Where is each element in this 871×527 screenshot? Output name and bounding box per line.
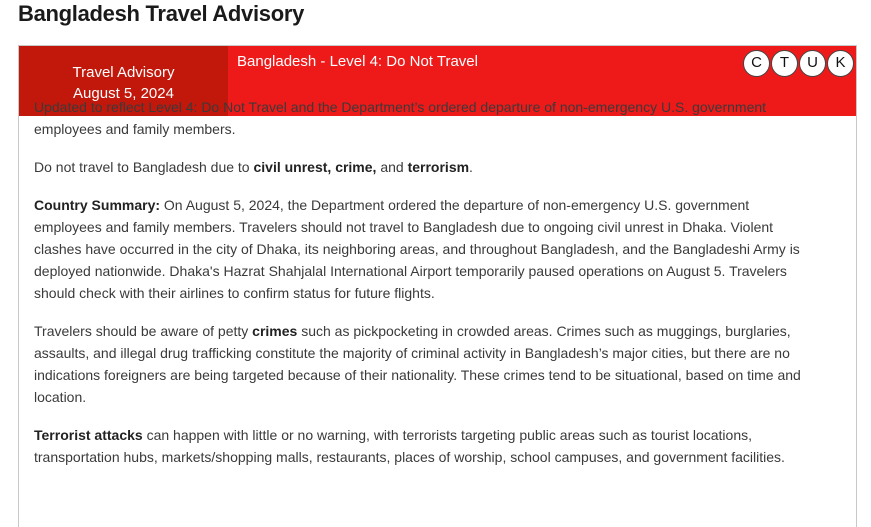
intro-paragraph: Updated to reflect Level 4: Do Not Travel and the Department’s ordered departure of non-emergency U.S. government employees and family members. — [34, 99, 767, 137]
crimes-label: crimes — [252, 323, 298, 339]
reasons-prefix: Do not travel to Bangladesh due to — [34, 159, 254, 175]
reasons-paragraph — [34, 156, 809, 178]
crimes-prefix: Travelers should be aware of petty — [34, 323, 253, 339]
risk-indicators — [743, 50, 854, 77]
reason-terrorism: terrorism — [407, 159, 470, 175]
indicator-kidnapping[interactable]: K — [827, 50, 854, 77]
advisory-date: August 5, 2024 — [73, 85, 174, 102]
summary-label: Country Summary: — [34, 197, 161, 213]
indicator-terrorism[interactable]: T — [771, 50, 798, 77]
terrorism-text: can happen with little or no warning, with terrorists targeting public areas such as tourist locations, transportation hubs, markets/shopping malls, restaurants, places of worship, school campuses, and government facilities. — [34, 427, 785, 465]
reason-civil-unrest: civil unrest, — [253, 159, 332, 175]
reasons-and: and — [376, 159, 408, 175]
advisory-level: Bangladesh - Level 4: Do Not Travel — [237, 53, 478, 70]
terrorism-label: Terrorist attacks — [34, 427, 143, 443]
summary-text: On August 5, 2024, the Department ordered the departure of non-emergency U.S. government employees and family members. Travelers should not travel to Bangladesh due to ongoing civil unrest in Dhaka. Violent clashes have occurred in the city of Dhaka, its neighboring areas, and throughout Bangladesh, and the Bangladeshi Army is deployed nationwide. Dhaka's Hazrat Shahjalal International Airport temporarily paused operations on August 5. Travelers should check with their airlines to confirm status for future flights. — [34, 197, 800, 301]
indicator-unrest[interactable]: U — [799, 50, 826, 77]
advisory-label: Travel Advisory — [72, 64, 175, 81]
summary-paragraph — [34, 194, 809, 304]
crimes-text: such as pickpocketing in crowded areas. Crimes such as muggings, burglaries, assaults, and illegal drug trafficking constitute the majority of criminal activity in Bangladesh’s major cities, but there are no indications foreigners are being targeted because of their nationality. These crimes tend to be situational, based on time and location. — [34, 323, 801, 405]
reasons-suffix: . — [469, 159, 473, 175]
indicator-civil-unrest[interactable]: C — [743, 50, 770, 77]
terrorism-paragraph — [34, 424, 809, 468]
advisory-content — [34, 96, 809, 484]
page-title: Bangladesh Travel Advisory — [18, 1, 305, 26]
crimes-paragraph — [34, 320, 809, 408]
reason-crime: crime, — [335, 159, 377, 175]
